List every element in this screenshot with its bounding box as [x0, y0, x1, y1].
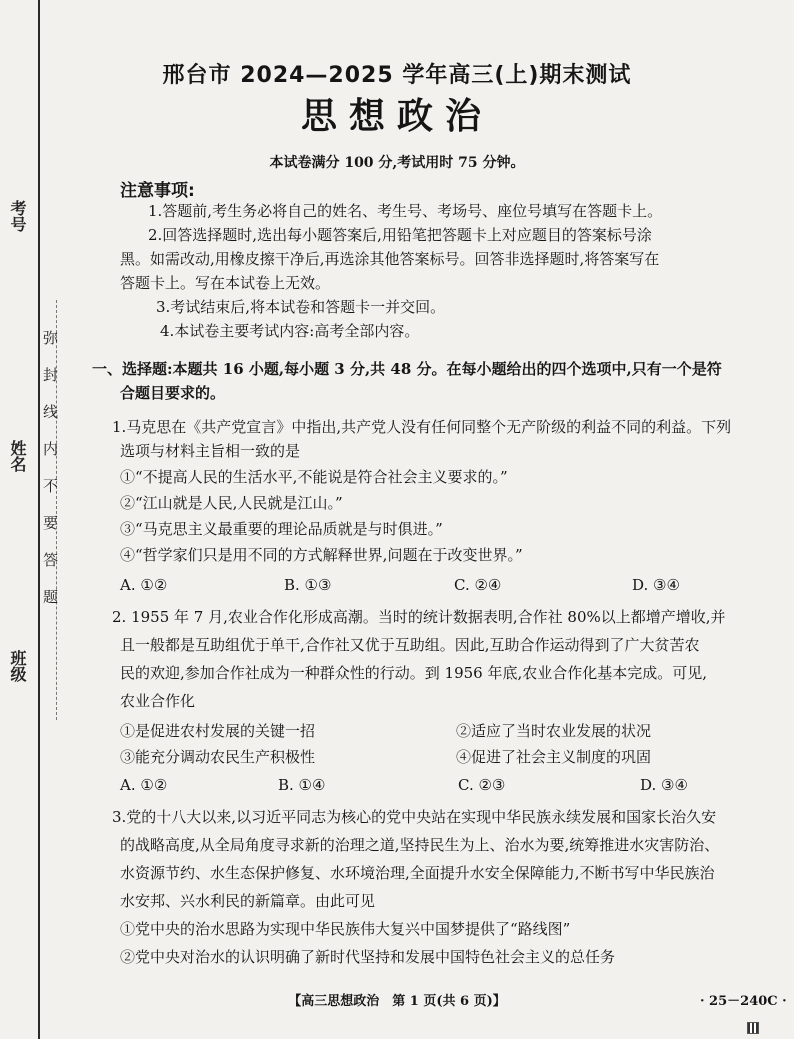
question-1-stem: 选项与材料主旨相一致的是 — [120, 442, 301, 460]
exam-intro: 本试卷满分 100 分,考试用时 75 分钟。 — [269, 155, 525, 171]
notice-title: 注意事项: — [120, 181, 195, 201]
question-1-option: ③“马克思主义最重要的理论品质就是与时俱进。” — [120, 520, 443, 538]
notice-line: 1.答题前,考生务必将自己的姓名、考生号、考场号、座位号填写在答题卡上。 — [148, 202, 663, 220]
notice-line: 黑。如需改动,用橡皮擦干净后,再选涂其他答案标号。回答非选择题时,将答案写在 — [120, 250, 660, 268]
binding-label-number: 考号 — [8, 200, 27, 232]
question-1-option: ①“不提高人民的生活水平,不能说是符合社会主义要求的。” — [120, 468, 508, 486]
question-1-choice-a: A. ①② — [120, 576, 168, 594]
question-2-stem: 农业合作化 — [120, 692, 196, 710]
question-2-option: ③能充分调动农民生产积极性 — [120, 748, 316, 766]
question-3-stem: 3.党的十八大以来,以习近平同志为核心的党中央站在实现中华民族永续发展和国家长治久安 — [112, 808, 717, 826]
question-3-option: ②党中央对治水的认识明确了新时代坚持和发展中国特色社会主义的总任务 — [120, 948, 616, 966]
question-2-stem: 民的欢迎,参加合作社成为一种群众性的行动。到 1956 年底,农业合作化基本完成。可见, — [120, 664, 708, 682]
page-footer: 【高三思想政治 第 1 页(共 6 页)】 — [288, 994, 506, 1009]
question-2-stem: 且一般都是互助组优于单干,合作社又优于互助组。因此,互助合作运动得到了广大贫苦农 — [120, 636, 700, 654]
binding-label-name: 姓名 — [8, 440, 27, 472]
question-1-option: ②“江山就是人民,人民就是江山。” — [120, 494, 343, 512]
question-2-option: ①是促进农村发展的关键一招 — [120, 722, 316, 740]
exam-subject: 思想政治 — [300, 96, 493, 137]
notice-line: 2.回答选择题时,选出每小题答案后,用铅笔把答题卡上对应题目的答案标号涂 — [148, 226, 652, 244]
question-3-option: ①党中央的治水思路为实现中华民族伟大复兴中国梦提供了“路线图” — [120, 920, 571, 938]
qr-code-icon — [747, 1022, 759, 1034]
notice-line: 答题卡上。写在本试卷上无效。 — [120, 274, 331, 292]
question-1-choice-d: D. ③④ — [632, 576, 680, 594]
question-2-stem: 2. 1955 年 7 月,农业合作化形成高潮。当时的统计数据表明,合作社 80%以上都增产增收,并 — [112, 608, 726, 626]
question-1-option: ④“哲学家们只是用不同的方式解释世界,问题在于改变世界。” — [120, 546, 523, 564]
notice-line: 3.考试结束后,将本试卷和答题卡一并交回。 — [156, 298, 446, 316]
question-3-stem: 的战略高度,从全局角度寻求新的治理之道,坚持民生为上、治水为要,统筹推进水灾害防治、 — [120, 836, 720, 854]
section-heading: 一、选择题:本题共 16 小题,每小题 3 分,共 48 分。在每小题给出的四个选项中,只有一个是符 — [92, 360, 722, 378]
question-2-option: ④促进了社会主义制度的巩固 — [456, 748, 652, 766]
question-2-choice-c: C. ②③ — [458, 776, 506, 794]
notice-line: 4.本试卷主要考试内容:高考全部内容。 — [160, 322, 420, 340]
question-1-stem: 1.马克思在《共产党宣言》中指出,共产党人没有任何同整个无产阶级的利益不同的利益。下列 — [112, 418, 732, 436]
section-heading-cont: 合题目要求的。 — [120, 384, 226, 402]
binding-label-class: 班级 — [8, 650, 27, 682]
question-2-choice-a: A. ①② — [120, 776, 168, 794]
question-1-choice-c: C. ②④ — [454, 576, 502, 594]
question-3-stem: 水安邦、兴水利民的新篇章。由此可见 — [120, 892, 376, 910]
question-2-choice-b: B. ①④ — [278, 776, 326, 794]
question-1-choice-b: B. ①③ — [284, 576, 332, 594]
exam-title: 邢台市 2024—2025 学年高三(上)期末测试 — [162, 63, 632, 88]
question-2-choice-d: D. ③④ — [640, 776, 688, 794]
seal-notice: 弥封线内不要答题 — [41, 330, 59, 626]
exam-code: · 25－240C · — [700, 994, 787, 1009]
question-2-option: ②适应了当时农业发展的状况 — [456, 722, 652, 740]
question-3-stem: 水资源节约、水生态保护修复、水环境治理,全面提升水安全保障能力,不断书写中华民族治 — [120, 864, 715, 882]
